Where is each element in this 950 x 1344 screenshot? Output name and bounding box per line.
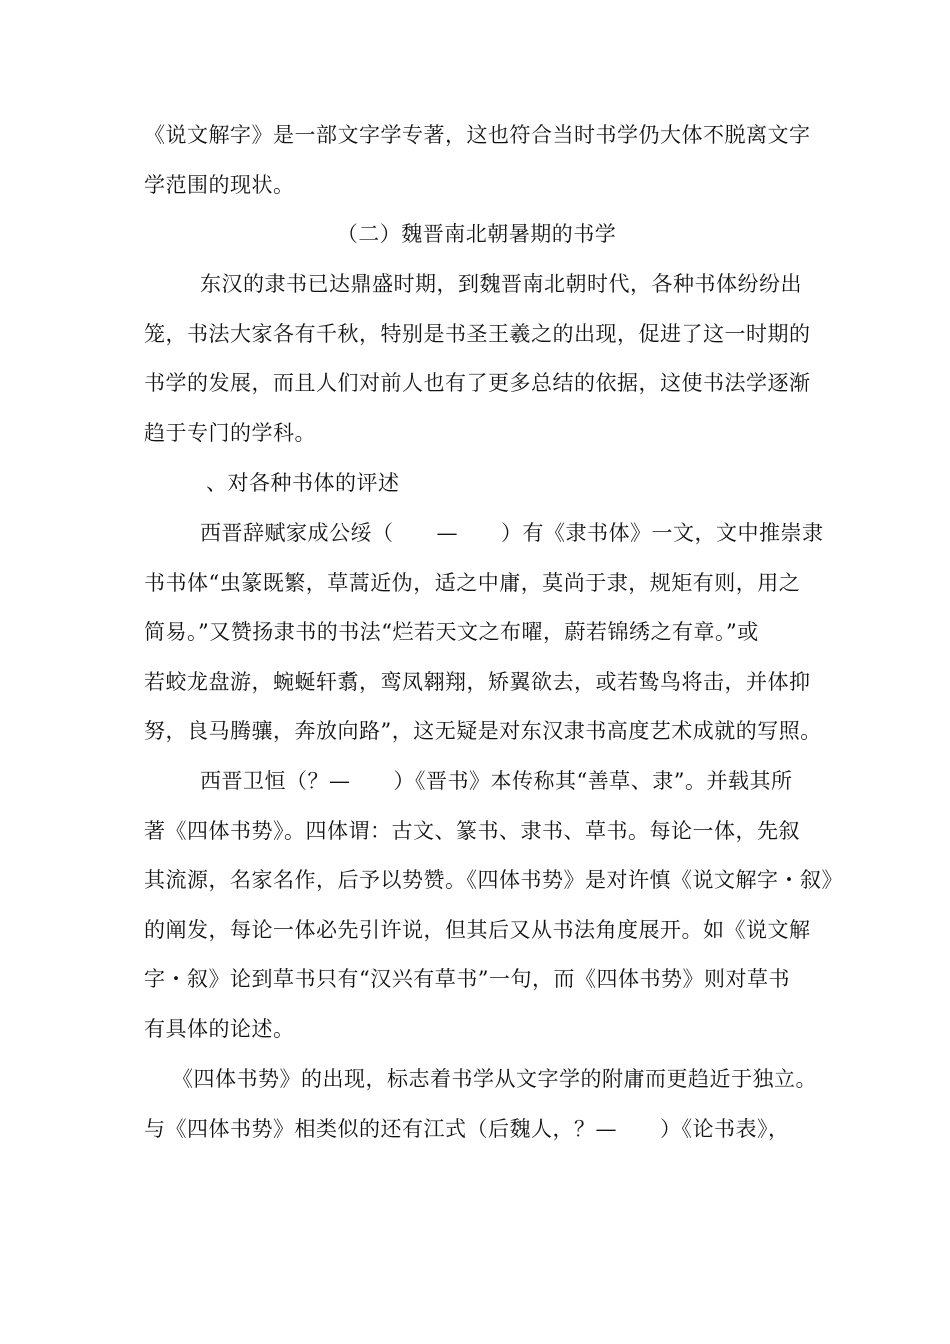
para1-line-2: 笼，书法大家各有千秋，特别是书圣王羲之的出现，促进了这一时期的 xyxy=(144,321,811,346)
para3-line-3: 其流源，名家名作，后予以势赞。《四体书势》是对许慎《说文解字・叙》 xyxy=(144,868,843,892)
para2-line-2: 书书体“虫篆既繁，草蒿近伪，适之中庸，莫尚于隶，规矩有则，用之 xyxy=(144,570,801,595)
subheading-text: 、对各种书体的评述 xyxy=(206,471,400,495)
para4-line-1: 《四体书势》的出现，标志着书学从文字学的附庸而更趋近于独立。 xyxy=(172,1067,817,1091)
para2-line-1: 西晋辞赋家成公绥（ — ）有《隶书体》一文，文中推崇隶 xyxy=(200,521,824,545)
para3-line-5: 字・叙》论到草书只有“汉兴有草书”一句，而《四体书势》则对草书 xyxy=(144,967,790,991)
para3-line-6: 有具体的论述。 xyxy=(144,1016,295,1041)
section-heading xyxy=(144,210,809,260)
para2-line-4: 若蛟龙盘游，蜿蜒轩翥，鸾凤翱翔，矫翼欲去，或若鸷鸟将击，并体抑 xyxy=(144,669,811,694)
para4-line-2: 与《四体书势》相类似的还有江式（后魏人，？— ）《论书表》， xyxy=(144,1116,790,1141)
paragraph-3 xyxy=(144,757,843,1054)
para3-line-2: 著《四体书势》。四体谓：古文、篆书、隶书、草书。每论一体，先叙 xyxy=(144,818,800,843)
paragraph-2 xyxy=(144,509,824,757)
para1-line-1: 东汉的隶书已达鼎盛时期，到魏晋南北朝时代，各种书体纷纷出 xyxy=(200,272,802,296)
paragraph-1 xyxy=(144,260,809,458)
para2-line-5: 努，良马腾骧，奔放向路”，这无疑是对东汉隶书高度艺术成就的写照。 xyxy=(144,719,822,743)
paragraph-4 xyxy=(144,1055,817,1154)
para1-line-4: 趋于专门的学科。 xyxy=(144,420,316,445)
para3-line-1: 西晋卫恒（？— ）《晋书》本传称其“善草、隶”。并载其所 xyxy=(200,769,793,793)
para3-line-4: 的阐发，每论一体必先引许说，但其后又从书法角度展开。如《说文解 xyxy=(144,917,811,942)
para2-line-3: 简易。”又赞扬隶书的书法“烂若天文之布曜，蔚若锦绣之有章。”或 xyxy=(144,620,759,644)
subheading xyxy=(144,459,809,509)
para1-line-3: 书学的发展，而且人们对前人也有了更多总结的依据，这使书法学逐渐 xyxy=(144,371,811,395)
intro-line-2: 学范围的现状。 xyxy=(144,172,295,197)
section-heading-text: （二）魏晋南北朝暑期的书学 xyxy=(336,222,617,246)
intro-paragraph xyxy=(144,111,809,210)
intro-line-1: 《说文解字》是一部文字学专著，这也符合当时书学仍大体不脱离文字 xyxy=(144,123,811,147)
